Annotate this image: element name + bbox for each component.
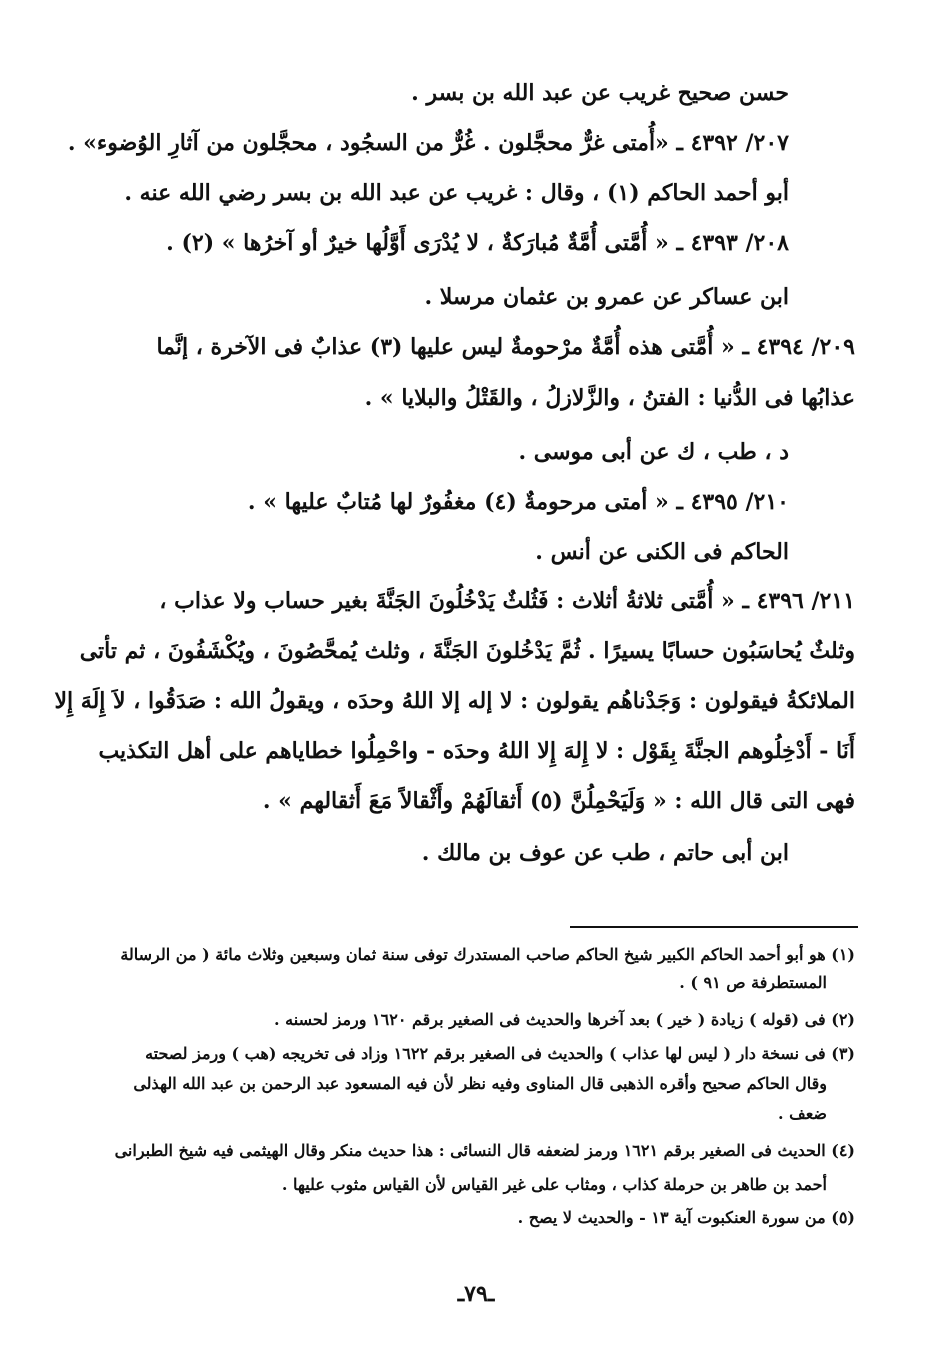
footnote-1-line-1: (١) هو أبو أحمد الحاكم الكبير شيخ الحاكم صاحب المستدرك توفى سنة ثمان وسبعين وثلاث مائة ( من الرسالة (120, 945, 855, 964)
hadith-211-line-1: ٢١١/ ٤٣٩٦ ـ « أُمَّتى ثلاثةُ أثلاث : فَثُلثٌ يَدْخُلُونَ الجَنَّةَ بغير حساب ولا عذاب ، (159, 588, 855, 614)
hadith-210: ٢١٠/ ٤٣٩٥ ـ « أمتى مرحومةٌ (٤) مغفُورٌ لها مُتابٌ عليها » . (247, 489, 789, 515)
hadith-211-line-2: وثلثٌ يُحاسَبُون حسابًا يسيرًا . ثُمَّ يَدْخُلونَ الجَنَّةَ ، وثلث يُمحَّصُونَ ، ويُكْشَفُونَ ، ثم تأتى (79, 638, 855, 664)
source-line-211: ابن أبى حاتم ، طب عن عوف بن مالك . (421, 840, 789, 866)
footnote-separator (570, 926, 858, 928)
footnote-4-line-2: أحمد بن طاهر بن حرملة كذاب ، ومثاب على غير القياس لأن القياس مثوب عليها . (281, 1175, 827, 1194)
text-line-1: حسن صحيح غريب عن عبد الله بن بسر . (411, 80, 789, 106)
hadith-211-line-3: الملائكةُ فيقولون : وَجَدْناهُم يقولون : لا إله إلا اللهُ وحدَه ، ويقولُ الله : صَدَقُوا ، لاَ إِلَهَ إِلا (54, 688, 855, 714)
hadith-207: ٢٠٧/ ٤٣٩٢ ـ «أُمتى غرٌّ محجَّلون . غُرٌّ من السجُود ، محجَّلون من آثارِ الوُضوء» . (67, 130, 789, 156)
footnote-3-line-2: وقال الحاكم صحيح وأقره الذهبى قال المناوى وفيه نظر لأن فيه المسعود عبد الرحمن بن عبد الله الهذلى (133, 1074, 827, 1093)
footnote-2: (٢) فى (قوله ) زيادة ( خير ) بعد آخرها والحديث فى الصغير برقم ١٦٢٠ ورمز لحسنه . (274, 1010, 855, 1029)
source-line-210: الحاكم فى الكنى عن أنس . (535, 539, 789, 565)
source-line-209: د ، طب ، ك عن أبى موسى . (518, 439, 789, 465)
footnote-1-line-2: المستطرفة ص ٩١ ) . (679, 973, 827, 992)
footnote-5: (٥) من سورة العنكبوت آية ١٣ - والحديث لا يصح . (517, 1208, 855, 1227)
footnote-3-line-3: ضعف . (777, 1104, 827, 1123)
footnote-4-line-1: (٤) الحديث فى الصغير برقم ١٦٢١ ورمز لضعفه قال النسائى : هذا حديث منكر وقال الهيثمى فيه شيخ الطبرانى (114, 1141, 855, 1160)
hadith-209-line-2: عذابُها فى الدُّنيا : الفتنُ ، والزَّلازلُ ، والقَتْلُ والبلايا » . (364, 385, 855, 411)
page-number: ـ٧٩ـ (457, 1281, 495, 1307)
hadith-209-line-1: ٢٠٩/ ٤٣٩٤ ـ « أُمَّتى هذه أُمَّةٌ مرْحومةٌ ليس عليها (٣) عذابٌ فى الآخرة ، إنَّما (156, 334, 855, 360)
source-line-208: ابن عساكر عن عمرو بن عثمان مرسلا . (424, 284, 789, 310)
source-line-207: أبو أحمد الحاكم (١) ، وقال : غريب عن عبد الله بن بسر رضي الله عنه . (124, 180, 789, 206)
hadith-211-line-5: فهى التى قال الله : « وَلَيَحْمِلُنَّ (٥) أَثقالَهُمْ وأَثْقالاً مَعَ أَثقالهم » . (262, 788, 855, 814)
footnote-3-line-1: (٣) فى نسخة دار ( ليس لها عذاب ) والحديث فى الصغير برقم ١٦٢٢ وزاد فى تخريجه (هب ) ورمز لصحته (145, 1044, 855, 1063)
hadith-208: ٢٠٨/ ٤٣٩٣ ـ « أُمَّتى أُمَّةٌ مُبارَكةٌ ، لا يُدْرَى أَوَّلُها خيرٌ أو آخرُها » (٢) . (166, 230, 789, 256)
hadith-211-line-4: أَنَا - أَدْخِلُوهم الجنَّةَ بِقَوْل : لا إِلهَ إِلا اللهُ وحدَه - واحْمِلُوا خطاياهم على أهل التكذيب (98, 738, 855, 764)
